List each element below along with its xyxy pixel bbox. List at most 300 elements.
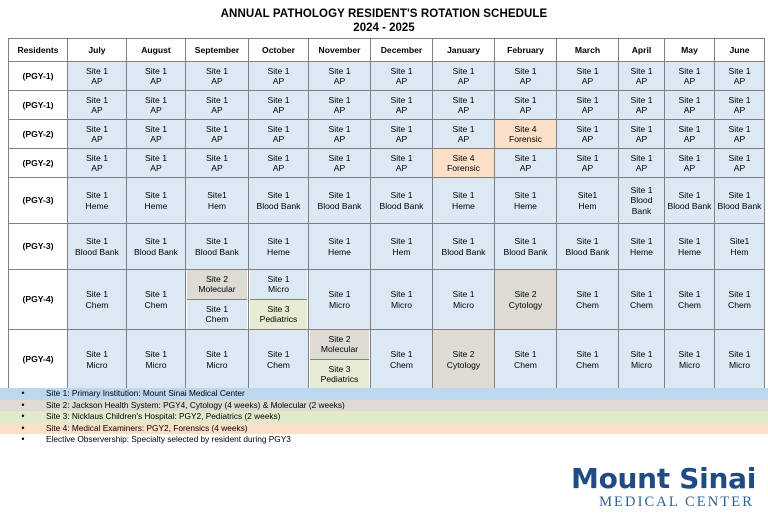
rotation-site: Site 1 bbox=[328, 236, 351, 247]
rotation-cell-content bbox=[666, 91, 713, 119]
rotation-cell[interactable] bbox=[557, 91, 619, 120]
rotation-cell[interactable] bbox=[127, 62, 186, 91]
table-row bbox=[9, 62, 765, 91]
rotation-site: Site 1 bbox=[328, 65, 351, 76]
rotation-cell[interactable] bbox=[68, 270, 127, 330]
rotation-cell[interactable] bbox=[127, 91, 186, 120]
rotation-cell-content bbox=[716, 149, 763, 177]
rotation-cell[interactable] bbox=[495, 178, 557, 224]
rotation-subject: Chem bbox=[630, 299, 653, 310]
rotation-cell-content bbox=[310, 270, 369, 329]
rotation-cell-content bbox=[666, 149, 713, 177]
rotation-cell[interactable] bbox=[557, 149, 619, 178]
rotation-cell-content bbox=[372, 62, 431, 90]
rotation-cell-content bbox=[434, 224, 493, 269]
rotation-cell[interactable] bbox=[309, 62, 371, 91]
rotation-cell[interactable] bbox=[127, 270, 186, 330]
rotation-cell[interactable] bbox=[433, 270, 495, 330]
rotation-cell[interactable] bbox=[249, 149, 309, 178]
rotation-cell-content bbox=[310, 149, 369, 177]
rotation-subject: AP bbox=[635, 76, 648, 86]
rotation-cell[interactable] bbox=[249, 91, 309, 120]
rotation-cell-content bbox=[496, 270, 555, 329]
rotation-cell[interactable] bbox=[433, 62, 495, 91]
rotation-cell[interactable] bbox=[557, 224, 619, 270]
rotation-cell[interactable] bbox=[371, 178, 433, 224]
rotation-subject: Cytology bbox=[508, 299, 543, 310]
legend-item-label: Site 1: Primary Institution: Mount Sinai Medical Center bbox=[46, 388, 245, 398]
rotation-subject: AP bbox=[150, 134, 162, 144]
rotation-cell[interactable] bbox=[495, 330, 557, 390]
rotation-cell[interactable] bbox=[186, 270, 249, 330]
rotation-subject: AP bbox=[683, 163, 696, 173]
header-row bbox=[9, 39, 765, 62]
rotation-cell[interactable] bbox=[715, 270, 765, 330]
rotation-cell-top[interactable] bbox=[250, 270, 307, 300]
rotation-cell[interactable] bbox=[371, 62, 433, 91]
rotation-site: Site 1 bbox=[576, 65, 599, 76]
resident-level-label: (PGY-1) bbox=[9, 91, 68, 120]
rotation-cell[interactable] bbox=[665, 330, 715, 390]
rotation-cell-bottom[interactable] bbox=[310, 360, 369, 390]
rotation-subject: Micro bbox=[452, 299, 474, 310]
rotation-cell[interactable] bbox=[371, 149, 433, 178]
rotation-site: Site 1 bbox=[206, 152, 228, 163]
column-header-may: May bbox=[665, 39, 715, 62]
legend bbox=[0, 388, 768, 446]
rotation-subject: Heme bbox=[630, 246, 653, 257]
rotation-subject: AP bbox=[211, 134, 223, 144]
rotation-cell[interactable] bbox=[371, 91, 433, 120]
rotation-subject: Blood Bank bbox=[667, 200, 712, 211]
rotation-cell[interactable] bbox=[619, 91, 665, 120]
legend-item bbox=[0, 388, 768, 400]
rotation-cell[interactable] bbox=[665, 120, 715, 149]
rotation-site: Site 1 bbox=[576, 236, 599, 247]
rotation-subject: Hem bbox=[392, 246, 411, 257]
rotation-site: Site 1 bbox=[390, 349, 413, 360]
rotation-subject: AP bbox=[581, 76, 594, 86]
rotation-cell-content bbox=[434, 330, 493, 389]
rotation-cell[interactable] bbox=[619, 62, 665, 91]
rotation-cell[interactable] bbox=[309, 149, 371, 178]
rotation-site: Site 1 bbox=[206, 94, 228, 105]
rotation-cell[interactable] bbox=[68, 91, 127, 120]
rotation-subject: AP bbox=[733, 163, 746, 173]
rotation-cell[interactable] bbox=[557, 62, 619, 91]
rotation-site: Site 1 bbox=[630, 123, 653, 134]
rotation-cell[interactable] bbox=[619, 330, 665, 390]
rotation-cell[interactable] bbox=[249, 62, 309, 91]
rotation-cell-content bbox=[620, 120, 663, 148]
rotation-subject: AP bbox=[581, 105, 594, 115]
rotation-cell-content bbox=[620, 91, 663, 119]
rotation-site: Site 1 bbox=[452, 190, 475, 201]
rotation-site: Site 1 bbox=[678, 190, 701, 201]
rotation-site: Site 1 bbox=[514, 152, 537, 163]
legend-item-label: Site 2: Jackson Health System: PGY4, Cytology (4 weeks) & Molecular (2 weeks) bbox=[46, 399, 345, 410]
rotation-cell[interactable] bbox=[495, 224, 557, 270]
column-header-november: November bbox=[309, 39, 371, 62]
rotation-cell[interactable] bbox=[309, 224, 371, 270]
rotation-cell-content bbox=[310, 224, 369, 269]
rotation-subject: Chem bbox=[390, 359, 413, 370]
rotation-subject: Blood Bank bbox=[630, 195, 653, 216]
rotation-site: Site 1 bbox=[452, 94, 475, 105]
rotation-site: Site 1 bbox=[145, 289, 167, 300]
rotation-cell[interactable] bbox=[186, 224, 249, 270]
legend-item-label: Site 4: Medical Examiners: PGY2, Forensics (4 weeks) bbox=[46, 422, 248, 433]
rotation-site: Site 1 bbox=[328, 289, 351, 300]
rotation-cell-content bbox=[716, 270, 763, 329]
rotation-cell[interactable] bbox=[371, 120, 433, 149]
rotation-cell-content bbox=[620, 62, 663, 90]
rotation-cell-content bbox=[666, 330, 713, 389]
rotation-cell-content bbox=[310, 62, 369, 90]
rotation-cell-content bbox=[187, 330, 247, 389]
rotation-subject: AP bbox=[91, 163, 103, 173]
rotation-subject: AP bbox=[733, 134, 746, 144]
rotation-site: Site 1 bbox=[678, 236, 701, 247]
rotation-cell-content bbox=[69, 178, 125, 223]
rotation-cell-content bbox=[558, 149, 617, 177]
rotation-cell[interactable] bbox=[309, 91, 371, 120]
rotation-cell[interactable] bbox=[665, 270, 715, 330]
schedule-table-header bbox=[9, 39, 765, 62]
rotation-site: Site 1 bbox=[206, 304, 228, 315]
rotation-subject: AP bbox=[272, 105, 285, 115]
rotation-subject: AP bbox=[457, 76, 470, 86]
rotation-subject: AP bbox=[519, 76, 532, 86]
rotation-site: Site 1 bbox=[728, 65, 751, 76]
rotation-subject: Chem bbox=[205, 314, 229, 325]
rotation-site: Site 2 bbox=[452, 349, 475, 360]
rotation-cell[interactable] bbox=[557, 120, 619, 149]
rotation-cell-content bbox=[128, 330, 184, 389]
rotation-subject: AP bbox=[395, 163, 408, 173]
rotation-site: Site 1 bbox=[576, 94, 599, 105]
rotation-cell[interactable] bbox=[495, 149, 557, 178]
rotation-subject: AP bbox=[395, 105, 408, 115]
rotation-cell-top[interactable] bbox=[187, 270, 247, 300]
rotation-cell-content bbox=[128, 178, 184, 223]
rotation-cell[interactable] bbox=[371, 330, 433, 390]
rotation-subject: Blood Bank bbox=[134, 246, 178, 257]
rotation-cell[interactable] bbox=[309, 270, 371, 330]
rotation-cell-bottom[interactable] bbox=[187, 300, 247, 330]
rotation-cell-content bbox=[372, 149, 431, 177]
rotation-subject: AP bbox=[150, 76, 162, 86]
rotation-site: Site 1 bbox=[390, 152, 413, 163]
column-header-december: December bbox=[371, 39, 433, 62]
rotation-cell[interactable] bbox=[433, 120, 495, 149]
rotation-cell-content bbox=[434, 270, 493, 329]
rotation-site: Site 1 bbox=[678, 123, 701, 134]
rotation-site: Site 2 bbox=[328, 334, 351, 345]
rotation-subject: AP bbox=[519, 163, 532, 173]
rotation-cell-content bbox=[666, 62, 713, 90]
rotation-cell[interactable] bbox=[186, 120, 249, 149]
rotation-subject: AP bbox=[457, 105, 470, 115]
rotation-site: Site 1 bbox=[452, 236, 475, 247]
resident-level-label: (PGY-2) bbox=[9, 120, 68, 149]
rotation-cell[interactable] bbox=[557, 270, 619, 330]
rotation-subject: AP bbox=[91, 105, 103, 115]
column-header-march: March bbox=[557, 39, 619, 62]
rotation-subject: Pediatrics bbox=[259, 314, 298, 325]
rotation-site: Site 1 bbox=[678, 349, 701, 360]
rotation-site: Site 1 bbox=[678, 65, 701, 76]
rotation-cell[interactable] bbox=[495, 62, 557, 91]
rotation-subject: AP bbox=[635, 105, 648, 115]
rotation-site: Site 1 bbox=[452, 123, 475, 134]
rotation-site: Site 1 bbox=[267, 94, 290, 105]
legend-item bbox=[0, 423, 768, 435]
rotation-cell[interactable] bbox=[68, 178, 127, 224]
rotation-cell-content bbox=[434, 62, 493, 90]
rotation-subject: AP bbox=[457, 134, 470, 144]
rotation-cell[interactable] bbox=[665, 62, 715, 91]
rotation-cell[interactable] bbox=[249, 224, 309, 270]
rotation-cell[interactable] bbox=[186, 91, 249, 120]
rotation-site: Site 1 bbox=[390, 190, 413, 201]
rotation-subject: Pediatrics bbox=[320, 374, 359, 385]
rotation-cell[interactable] bbox=[557, 330, 619, 390]
rotation-site: Site 1 bbox=[630, 94, 653, 105]
rotation-cell[interactable] bbox=[309, 330, 371, 390]
rotation-cell-content bbox=[716, 91, 763, 119]
schedule-table-body bbox=[9, 62, 765, 390]
rotation-site: Site 1 bbox=[514, 65, 537, 76]
rotation-subject: AP bbox=[211, 105, 223, 115]
rotation-site: Site 4 bbox=[514, 123, 537, 134]
resident-level-label: (PGY-3) bbox=[9, 178, 68, 224]
rotation-cell[interactable] bbox=[127, 149, 186, 178]
rotation-cell-content bbox=[310, 120, 369, 148]
rotation-subject: Molecular bbox=[198, 284, 236, 295]
rotation-cell[interactable] bbox=[619, 224, 665, 270]
rotation-site: Site 1 bbox=[267, 123, 290, 134]
rotation-site: Site 1 bbox=[86, 190, 108, 201]
rotation-subject: AP bbox=[519, 105, 532, 115]
title-line-2: 2024 - 2025 bbox=[353, 22, 415, 34]
rotation-site: Site 1 bbox=[145, 236, 167, 247]
rotation-subject: Heme bbox=[267, 246, 290, 257]
rotation-subject: Blood Bank bbox=[317, 200, 362, 211]
rotation-subject: AP bbox=[211, 163, 223, 173]
rotation-cell-content bbox=[128, 224, 184, 269]
mount-sinai-logo bbox=[571, 464, 756, 511]
rotation-cell[interactable] bbox=[186, 62, 249, 91]
column-header-october: October bbox=[249, 39, 309, 62]
rotation-subject: AP bbox=[272, 163, 285, 173]
rotation-cell-content bbox=[69, 270, 125, 329]
rotation-subject: AP bbox=[272, 134, 285, 144]
rotation-cell[interactable] bbox=[619, 178, 665, 224]
schedule-table bbox=[8, 38, 765, 390]
rotation-subject: Blood Bank bbox=[75, 246, 119, 257]
page-title bbox=[0, 0, 768, 36]
rotation-cell[interactable] bbox=[433, 330, 495, 390]
table-row bbox=[9, 224, 765, 270]
rotation-cell[interactable] bbox=[433, 178, 495, 224]
column-header-residents: Residents bbox=[9, 39, 68, 62]
rotation-subject: Chem bbox=[678, 299, 701, 310]
table-row bbox=[9, 149, 765, 178]
rotation-subject: Blood Bank bbox=[256, 200, 301, 211]
rotation-cell-content bbox=[250, 224, 307, 269]
column-header-june: June bbox=[715, 39, 765, 62]
rotation-site: Site 1 bbox=[514, 236, 537, 247]
rotation-cell-content bbox=[666, 120, 713, 148]
rotation-cell[interactable] bbox=[619, 120, 665, 149]
rotation-site: Site 1 bbox=[145, 190, 167, 201]
rotation-cell[interactable] bbox=[495, 270, 557, 330]
rotation-subject: AP bbox=[150, 105, 162, 115]
rotation-cell[interactable] bbox=[715, 62, 765, 91]
legend-item-label: Elective Observership: Specialty selected by resident during PGY3 bbox=[46, 434, 291, 445]
rotation-cell[interactable] bbox=[68, 62, 127, 91]
rotation-cell[interactable] bbox=[495, 91, 557, 120]
rotation-cell[interactable] bbox=[186, 330, 249, 390]
rotation-cell[interactable] bbox=[665, 149, 715, 178]
rotation-cell[interactable] bbox=[186, 149, 249, 178]
legend-item bbox=[0, 434, 768, 446]
rotation-cell-content bbox=[250, 62, 307, 90]
rotation-cell-content bbox=[496, 224, 555, 269]
table-row bbox=[9, 178, 765, 224]
rotation-cell[interactable] bbox=[433, 149, 495, 178]
rotation-site: Site 1 bbox=[514, 94, 537, 105]
rotation-cell[interactable] bbox=[371, 270, 433, 330]
rotation-cell[interactable] bbox=[715, 120, 765, 149]
rotation-cell[interactable] bbox=[127, 120, 186, 149]
rotation-cell-content bbox=[69, 224, 125, 269]
resident-level-label: (PGY-3) bbox=[9, 224, 68, 270]
rotation-site: Site 1 bbox=[576, 123, 599, 134]
rotation-subject: AP bbox=[333, 105, 346, 115]
rotation-subject: AP bbox=[733, 105, 746, 115]
rotation-cell[interactable] bbox=[249, 120, 309, 149]
rotation-cell[interactable] bbox=[68, 330, 127, 390]
rotation-cell[interactable] bbox=[127, 330, 186, 390]
rotation-site: Site 1 bbox=[206, 65, 228, 76]
rotation-cell[interactable] bbox=[249, 178, 309, 224]
rotation-cell[interactable] bbox=[665, 224, 715, 270]
rotation-subject: Micro bbox=[145, 359, 167, 370]
rotation-site: Site1 bbox=[729, 236, 750, 247]
rotation-cell[interactable] bbox=[715, 178, 765, 224]
rotation-cell-content bbox=[372, 224, 431, 269]
rotation-subject: AP bbox=[733, 76, 746, 86]
table-row bbox=[9, 270, 765, 330]
rotation-cell-top[interactable] bbox=[310, 330, 369, 360]
rotation-cell[interactable] bbox=[495, 120, 557, 149]
rotation-subject: Cytology bbox=[446, 359, 481, 370]
rotation-subject: Chem bbox=[514, 359, 537, 370]
rotation-cell[interactable] bbox=[68, 120, 127, 149]
rotation-cell-content bbox=[620, 149, 663, 177]
rotation-subject: AP bbox=[683, 134, 696, 144]
rotation-cell[interactable] bbox=[68, 149, 127, 178]
rotation-site: Site 1 bbox=[630, 349, 653, 360]
rotation-cell[interactable] bbox=[309, 120, 371, 149]
rotation-cell[interactable] bbox=[371, 224, 433, 270]
rotation-cell-content bbox=[250, 330, 307, 389]
rotation-cell[interactable] bbox=[249, 270, 309, 330]
rotation-cell-content bbox=[128, 91, 184, 119]
rotation-site: Site 1 bbox=[576, 289, 599, 300]
rotation-site: Site 1 bbox=[678, 289, 701, 300]
rotation-cell[interactable] bbox=[619, 149, 665, 178]
rotation-cell-bottom[interactable] bbox=[250, 300, 307, 330]
rotation-subject: Micro bbox=[630, 359, 652, 370]
rotation-site: Site 1 bbox=[576, 349, 599, 360]
rotation-cell-content bbox=[128, 149, 184, 177]
rotation-subject: AP bbox=[683, 105, 696, 115]
rotation-cell[interactable] bbox=[127, 224, 186, 270]
rotation-cell[interactable] bbox=[715, 224, 765, 270]
rotation-cell-content bbox=[250, 149, 307, 177]
rotation-subject: Molecular bbox=[320, 344, 359, 355]
logo-name: Mount Sinai bbox=[571, 462, 756, 495]
rotation-cell-content bbox=[250, 178, 307, 223]
rotation-cell[interactable] bbox=[715, 91, 765, 120]
rotation-cell[interactable] bbox=[309, 178, 371, 224]
rotation-cell-content bbox=[496, 62, 555, 90]
rotation-cell[interactable] bbox=[557, 178, 619, 224]
rotation-cell-content bbox=[666, 270, 713, 329]
rotation-site: Site 1 bbox=[514, 349, 537, 360]
rotation-cell[interactable] bbox=[619, 270, 665, 330]
rotation-cell[interactable] bbox=[665, 178, 715, 224]
rotation-cell[interactable] bbox=[433, 91, 495, 120]
rotation-site: Site 1 bbox=[390, 236, 413, 247]
rotation-subject: Micro bbox=[267, 284, 289, 295]
rotation-subject: AP bbox=[635, 163, 648, 173]
rotation-subject: Heme bbox=[328, 246, 351, 257]
rotation-site: Site 1 bbox=[145, 152, 167, 163]
rotation-site: Site 1 bbox=[86, 349, 108, 360]
rotation-cell[interactable] bbox=[127, 178, 186, 224]
rotation-site: Site 1 bbox=[630, 152, 653, 163]
rotation-cell-content bbox=[558, 62, 617, 90]
rotation-cell[interactable] bbox=[433, 224, 495, 270]
logo-subtitle: MEDICAL CENTER bbox=[599, 494, 754, 510]
rotation-site: Site 1 bbox=[390, 123, 413, 134]
rotation-site: Site 1 bbox=[328, 152, 351, 163]
rotation-cell[interactable] bbox=[715, 149, 765, 178]
rotation-subject: Micro bbox=[86, 359, 108, 370]
legend-item-label: Site 3: Nicklaus Children's Hospital: PGY2, Pediatrics (2 weeks) bbox=[46, 411, 281, 422]
rotation-subject: AP bbox=[395, 76, 408, 86]
column-header-january: January bbox=[433, 39, 495, 62]
rotation-cell[interactable] bbox=[715, 330, 765, 390]
rotation-cell-content bbox=[128, 270, 184, 329]
rotation-cell-content bbox=[187, 224, 247, 269]
rotation-site: Site 1 bbox=[145, 349, 167, 360]
rotation-cell-content bbox=[187, 91, 247, 119]
rotation-cell[interactable] bbox=[249, 330, 309, 390]
rotation-cell[interactable] bbox=[665, 91, 715, 120]
rotation-cell-content bbox=[69, 91, 125, 119]
rotation-cell[interactable] bbox=[186, 178, 249, 224]
rotation-subject: AP bbox=[333, 134, 346, 144]
rotation-cell-content bbox=[128, 62, 184, 90]
rotation-cell[interactable] bbox=[68, 224, 127, 270]
rotation-cell-content bbox=[250, 91, 307, 119]
rotation-site: Site 1 bbox=[145, 65, 167, 76]
